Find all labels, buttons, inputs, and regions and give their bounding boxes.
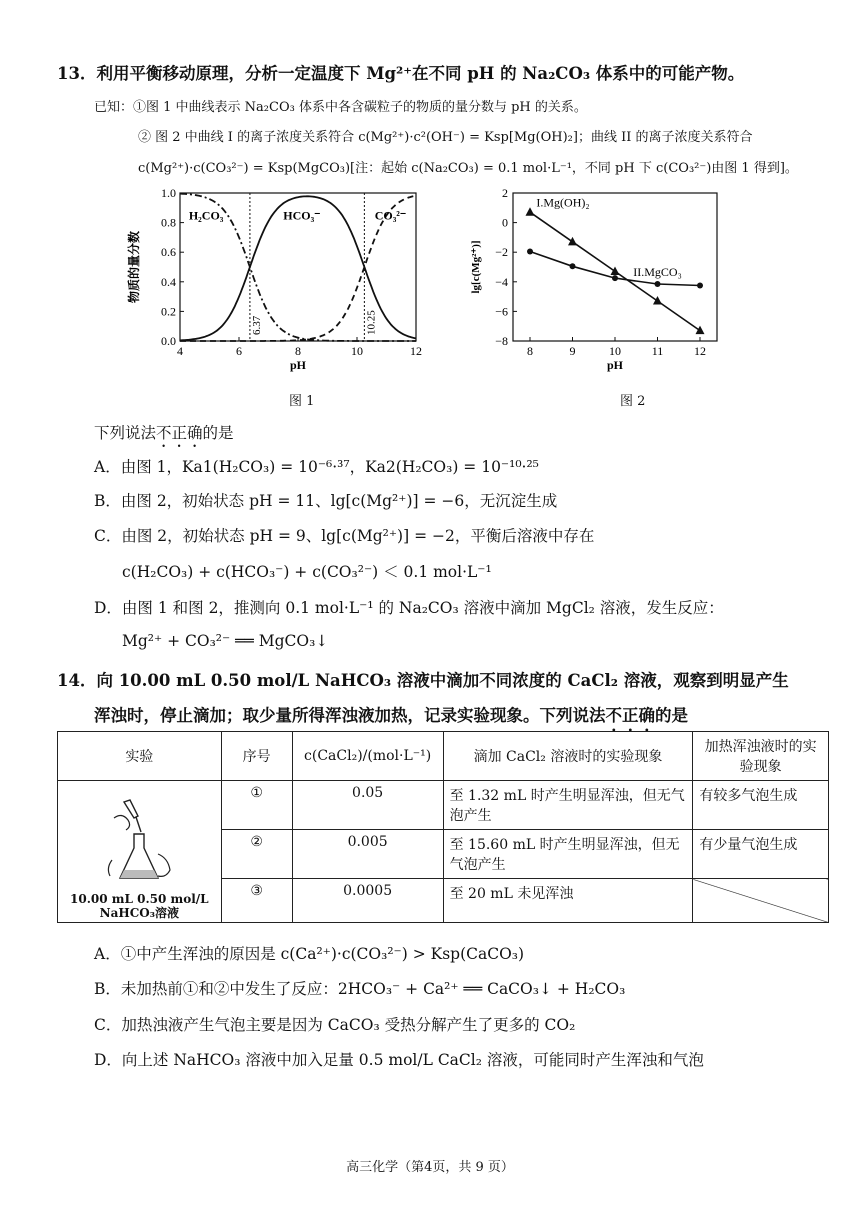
apparatus-label: 10.00 mL 0.50 mol/L NaHCO₃溶液 (70, 892, 209, 920)
series-label: I.Mg(OH)₂ (536, 195, 590, 210)
x-tick-label: 8 (295, 344, 301, 358)
header-drop-observation: 滴加 CaCl₂ 溶液时的实验现象 (443, 732, 693, 781)
flask-dropper-icon (94, 798, 184, 888)
y-axis-label: lg[c(Mg²⁺)] (470, 240, 482, 294)
row-heat-observation: 有较多气泡生成 (693, 781, 829, 830)
q13-known-2a: ② 图 2 中曲线 I 的离子浓度关系符合 c(Mg²⁺)·c²(OH⁻) = Ksp[Mg(OH)₂]；曲线 II 的离子浓度关系符合 (138, 130, 753, 145)
q14-stem-line2: 浑浊时，停止滴加；取少量所得浑浊液加热，记录实验现象。下列说法不正确的是 (94, 706, 688, 725)
x-tick-label: 10 (351, 344, 363, 358)
q14-option-b: B．未加热前①和②中发生了反应：2HCO₃⁻ + Ca²⁺ ══ CaCO₃↓ + H₂CO₃ (94, 980, 626, 998)
x-tick-label: 8 (527, 344, 533, 358)
row-concentration: 0.0005 (292, 879, 443, 923)
y-tick-label: −6 (495, 304, 508, 319)
y-tick-label: 1.0 (161, 186, 176, 200)
data-point-triangle (568, 237, 577, 246)
x-tick-label: 9 (569, 344, 576, 358)
x-tick-label: 12 (410, 344, 422, 358)
series-label: H₂CO₃ (188, 208, 224, 223)
figure-1-chart (120, 183, 430, 378)
y-tick-label: 2 (502, 186, 508, 200)
q13-ask: 下列说法不正确的是 (94, 424, 234, 442)
q14-stem-line1: 14．向 10.00 mL 0.50 mol/L NaHCO₃ 溶液中滴加不同浓度的 CaCl₂ 溶液，观察到明显产生 (57, 671, 789, 690)
table-row (58, 781, 829, 830)
series-label: HCO₃⁻ (283, 208, 321, 223)
x-tick-label: 12 (694, 344, 706, 358)
row-number: ① (221, 781, 292, 830)
x-tick-label: 4 (177, 344, 183, 358)
q13-known-2b: c(Mg²⁺)·c(CO₃²⁻) = Ksp(MgCO₃)[注：起始 c(Na₂CO₃) = 0.1 mol·L⁻¹，不同 pH 下 c(CO₃²⁻)由图 1 得到]。 (138, 161, 798, 176)
data-point-triangle (526, 207, 535, 216)
y-tick-label: −8 (495, 334, 508, 348)
y-tick-label: 0.4 (161, 274, 176, 289)
row-concentration: 0.005 (292, 830, 443, 879)
header-experiment: 实验 (58, 732, 222, 781)
data-point-circle (527, 248, 533, 254)
x-axis-label: pH (289, 358, 307, 372)
apparatus-cell (58, 781, 222, 923)
y-axis-label: 物质的量分数 (127, 230, 141, 304)
header-concentration: c(CaCl₂)/(mol·L⁻¹) (292, 732, 443, 781)
header-number: 序号 (221, 732, 292, 781)
data-point-triangle (611, 266, 620, 275)
data-point-circle (612, 275, 618, 281)
row-concentration: 0.05 (292, 781, 443, 830)
q14-option-a: A．①中产生浑浊的原因是 c(Ca²⁺)·c(CO₃²⁻) > Ksp(CaCO₃) (94, 945, 525, 963)
row-heat-observation-empty (693, 879, 829, 923)
figure-2-chart (465, 183, 735, 378)
x-tick-label: 10 (609, 344, 621, 358)
row-heat-observation: 有少量气泡生成 (693, 830, 829, 879)
series-label: CO₃²⁻ (374, 208, 407, 223)
row-number: ③ (221, 879, 292, 923)
row-drop-observation: 至 20 mL 未见浑浊 (443, 879, 693, 923)
experiment-table (57, 731, 829, 923)
q13-option-d-line1: D．由图 1 和图 2，推测向 0.1 mol·L⁻¹ 的 Na₂CO₃ 溶液中滴加 MgCl₂ 溶液，发生反应： (94, 599, 724, 617)
q13-option-a: A．由图 1，Ka1(H₂CO₃) = 10⁻⁶·³⁷，Ka2(H₂CO₃) = 10⁻¹⁰·²⁵ (94, 458, 539, 476)
row-number: ② (221, 830, 292, 879)
q14-option-c: C．加热浊液产生气泡主要是因为 CaCO₃ 受热分解产生了更多的 CO₂ (94, 1016, 576, 1034)
y-tick-label: −2 (495, 245, 508, 260)
q13-option-b: B．由图 2，初始状态 pH = 11、lg[c(Mg²⁺)] = −6，无沉淀生成 (94, 492, 558, 510)
data-point-circle (655, 281, 661, 287)
page-footer: 高三化学（第4页，共 9 页） (346, 1160, 514, 1175)
y-tick-label: 0.0 (161, 334, 176, 348)
x-axis-label: pH (606, 358, 624, 372)
row-drop-observation: 至 1.32 mL 时产生明显浑浊，但无气泡产生 (443, 781, 693, 830)
y-tick-label: 0.6 (161, 245, 176, 260)
q14-option-d: D．向上述 NaHCO₃ 溶液中加入足量 0.5 mol/L CaCl₂ 溶液，可能同时产生浑浊和气泡 (94, 1051, 704, 1069)
data-point-triangle (653, 296, 662, 305)
x-tick-label: 11 (651, 344, 664, 358)
y-tick-label: 0.2 (161, 304, 176, 319)
row-drop-observation: 至 15.60 mL 时产生明显浑浊，但无气泡产生 (443, 830, 693, 879)
y-tick-label: 0.8 (161, 215, 176, 230)
y-tick-label: 0 (502, 215, 508, 230)
q13-option-d-line2: Mg²⁺ + CO₃²⁻ ══ MgCO₃↓ (122, 632, 329, 650)
header-heat-observation: 加热浑浊液时的实验现象 (693, 732, 829, 781)
q13-known-1: 已知：①图 1 中曲线表示 Na₂CO₃ 体系中各含碳粒子的物质的量分数与 pH 的关系。 (94, 100, 587, 115)
figure-2-caption: 图 2 (620, 394, 646, 409)
pka-label: 6.37 (250, 315, 263, 335)
data-point-circle (697, 283, 703, 289)
q13-option-c-line1: C．由图 2，初始状态 pH = 9、lg[c(Mg²⁺)] = −2，平衡后溶液中存在 (94, 527, 595, 545)
pka-label: 10.25 (365, 310, 378, 335)
y-tick-label: −4 (495, 274, 508, 289)
data-point-triangle (696, 326, 705, 335)
figure-1-caption: 图 1 (289, 394, 315, 409)
table-header-row (58, 732, 829, 781)
data-point-circle (570, 263, 576, 269)
x-tick-label: 6 (236, 344, 242, 358)
series-label: II.MgCO₃ (633, 264, 682, 279)
q13-option-c-line2: c(H₂CO₃) + c(HCO₃⁻) + c(CO₃²⁻) ＜ 0.1 mol·L⁻¹ (122, 563, 492, 581)
q13-stem: 13．利用平衡移动原理，分析一定温度下 Mg²⁺在不同 pH 的 Na₂CO₃ 体系中的可能产物。 (57, 64, 745, 83)
